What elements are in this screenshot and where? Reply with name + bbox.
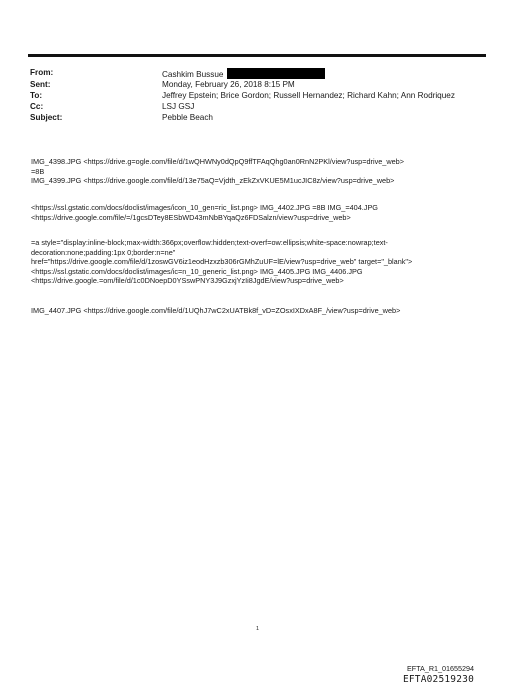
redaction-bar [227,68,325,79]
body-line: href="https://drive.google.com/file/d/1zoswGV6iz1eodHzxzb306rGMhZuUF=lE/view?usp=drive_web" target="_blank"> [31,257,413,267]
body-line: IMG_4407.JPG <https://drive.google.com/file/d/1UQhJ7wC2xUATBk8f_vD=ZOsxIXDxA8F_/view?usp=drive_web> [31,306,401,315]
cc-value: LSJ GSJ [162,102,195,111]
sent-label: Sent: [30,80,51,89]
from-name: Cashkim Bussue [162,70,224,79]
body-line: =8B [31,166,45,176]
sent-value: Monday, February 26, 2018 8:15 PM [162,80,295,89]
bates-number-secondary: EFTA02519230 [402,674,474,685]
subject-label: Subject: [30,113,63,122]
from-value [162,68,325,80]
body-block-1 [31,157,491,186]
body-line: IMG_4398.JPG <https://drive.g=ogle.com/file/d/1wQHWNy0dQpQ9ffTFAqQhg0an0RnN2PKl/view?usp=drive_web> [31,157,405,166]
subject-value: Pebble Beach [162,113,213,122]
to-label: To: [30,91,43,100]
body-line: decoration:none;padding:1px 0;border:n=ne" [31,247,176,257]
body-line: <https://ssl.gstatic.com/docs/doclist/images/ic=n_10_generic_list.png> IMG_4405.JPG IMG_4406.JPG [31,266,363,276]
body-block-3 [31,238,491,286]
body-line: IMG_4399.JPG <https://drive.google.com/file/d/13e75aQ=Vjdth_zEkZxVKUE5M1ucJIC8z/view?usp=drive_web> [31,176,395,186]
cc-label: Cc: [30,102,44,111]
body-line: <https://drive.google.=om/file/d/1c0DNoepD0YSswPNY3J9GzxjYzIi8JgdE/view?usp=drive_web> [31,276,344,286]
body-line: <https://ssl.gstatic.com/docs/doclist/images/icon_10_gen=ric_list.png> IMG_4402.JPG =8B IMG_=404.JPG [31,203,378,212]
header-divider [28,54,486,57]
body-line: =a style="display:inline-block;max-width:366px;overflow:hidden;text-overf=ow:ellipsis;white-space:nowrap;text- [31,238,388,247]
page-number: 1 [256,626,260,632]
bates-number-primary: EFTA_R1_01655294 [407,664,474,673]
body-line: <https://drive.google.com/file/=/1gcsDTey8ESbWD43mNbBYqaQz6FDSalzn/view?usp=drive_web> [31,212,351,222]
body-block-4 [31,306,491,316]
body-block-2 [31,203,491,222]
from-label: From: [30,68,54,77]
to-value: Jeffrey Epstein; Brice Gordon; Russell Hernandez; Richard Kahn; Ann Rodriquez [162,91,455,100]
